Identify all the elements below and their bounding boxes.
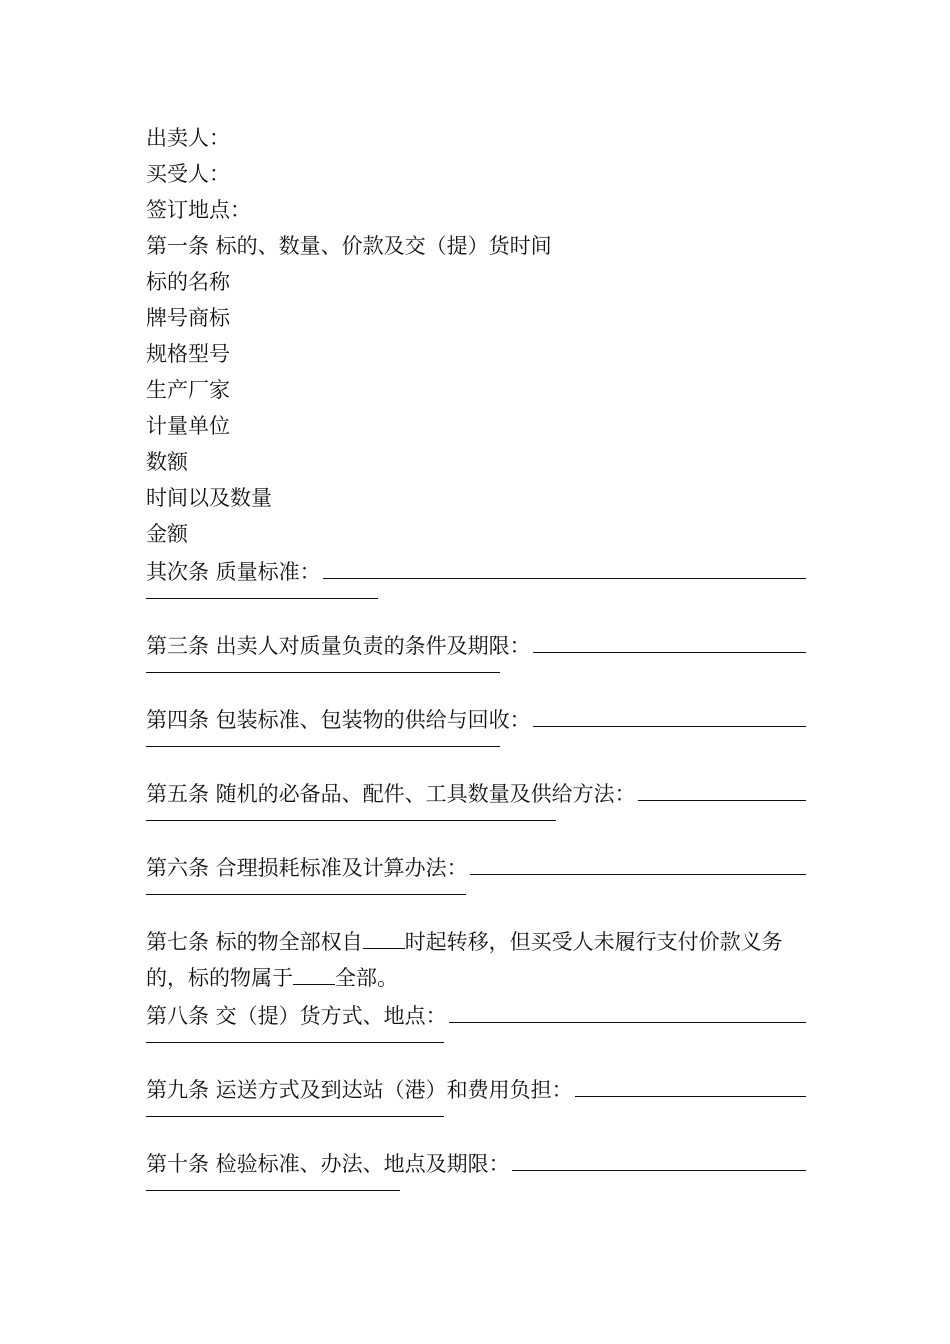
field-item: 时间以及数量 — [146, 486, 272, 510]
article-3-blank[interactable] — [533, 630, 806, 653]
article-8-text: 第八条 交（提）货方式、地点： — [146, 1004, 447, 1028]
article-7-blank-2[interactable] — [293, 964, 335, 985]
article-6-text: 第六条 合理损耗标准及计算办法： — [146, 856, 468, 880]
article-10-text: 第十条 检验标准、办法、地点及期限： — [146, 1152, 510, 1176]
article-6 — [146, 850, 806, 886]
article-6-blank[interactable] — [470, 852, 806, 875]
buyer-line: 买受人： — [146, 162, 230, 186]
article-3 — [146, 628, 806, 664]
article-4-continuation[interactable] — [146, 738, 806, 774]
signing-place-line: 签订地点： — [146, 198, 251, 222]
article-7-blank-1[interactable] — [363, 928, 405, 949]
article-8-continuation[interactable] — [146, 1034, 806, 1070]
article-7 — [146, 924, 806, 996]
article-8-blank[interactable] — [449, 1000, 806, 1023]
article-7-part1: 第七条 标的物全部权自 — [146, 930, 363, 954]
article-5-blank[interactable] — [638, 778, 806, 801]
article-4 — [146, 702, 806, 738]
field-item: 标的名称 — [146, 270, 230, 294]
article-10-continuation[interactable] — [146, 1182, 806, 1218]
article-9 — [146, 1072, 806, 1108]
field-item: 数额 — [146, 450, 188, 474]
seller-line: 出卖人： — [146, 126, 230, 150]
article-9-continuation[interactable] — [146, 1108, 806, 1144]
field-item: 牌号商标 — [146, 306, 230, 330]
article-3-text: 第三条 出卖人对质量负责的条件及期限： — [146, 634, 531, 658]
article-2-text: 其次条 质量标准： — [146, 560, 321, 584]
article-2-blank[interactable] — [323, 556, 806, 579]
article-5-text: 第五条 随机的必备品、配件、工具数量及供给方法： — [146, 782, 636, 806]
article-2-continuation[interactable] — [146, 590, 806, 626]
article-2 — [146, 554, 806, 590]
article-5 — [146, 776, 806, 812]
article-4-text: 第四条 包装标准、包装物的供给与回收： — [146, 708, 531, 732]
article-5-continuation[interactable] — [146, 812, 806, 848]
article-9-blank[interactable] — [575, 1074, 806, 1097]
field-item: 金额 — [146, 522, 188, 546]
article-4-blank[interactable] — [533, 704, 806, 727]
field-item: 计量单位 — [146, 414, 230, 438]
contract-page — [146, 120, 806, 1218]
field-item: 规格型号 — [146, 342, 230, 366]
article-8 — [146, 998, 806, 1034]
article-7-part2: 时起转移，但买受人未履行支付价款义务的，标的物属于 — [146, 930, 783, 990]
article-10 — [146, 1146, 806, 1182]
article-10-blank[interactable] — [512, 1148, 806, 1171]
field-item: 生产厂家 — [146, 378, 230, 402]
article-3-continuation[interactable] — [146, 664, 806, 700]
article-7-part3: 全部。 — [335, 966, 398, 990]
article-1-title: 第一条 标的、数量、价款及交（提）货时间 — [146, 234, 552, 258]
article-9-text: 第九条 运送方式及到达站（港）和费用负担： — [146, 1078, 573, 1102]
article-6-continuation[interactable] — [146, 886, 806, 922]
